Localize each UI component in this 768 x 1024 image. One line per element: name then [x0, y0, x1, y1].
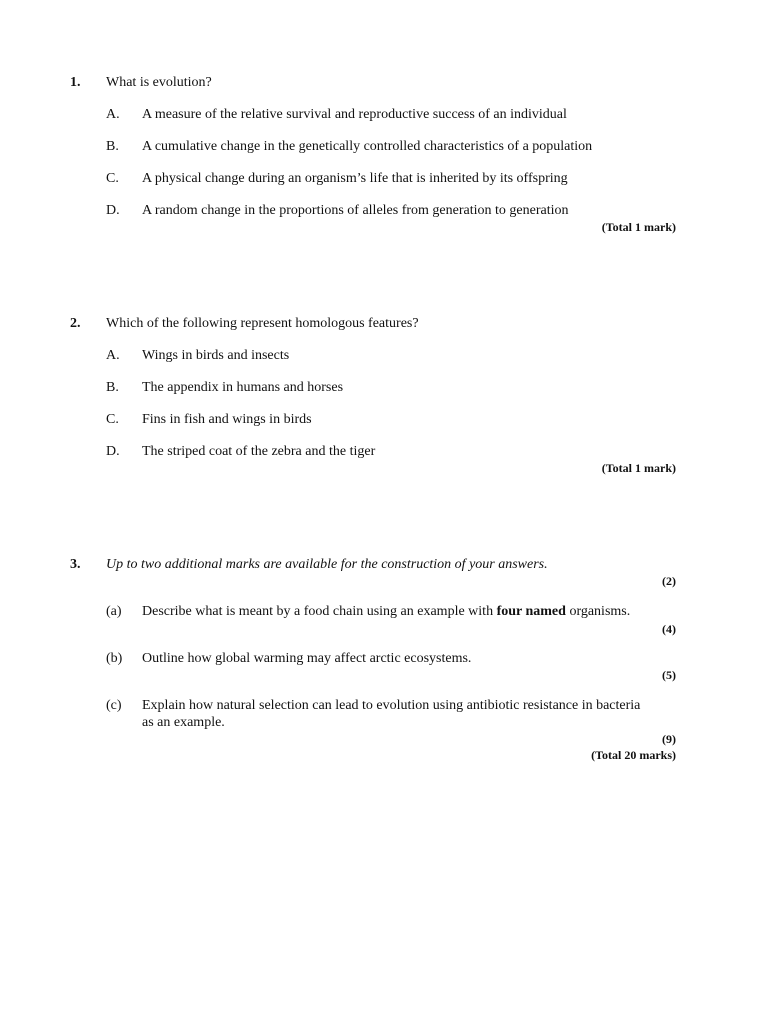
q1-option-b-letter: B.	[106, 139, 119, 154]
q1-option-b-text: A cumulative change in the genetically controlled characteristics of a population	[142, 139, 593, 154]
q3-part-a-text-end: organisms.	[565, 604, 631, 619]
q1-option-c-text: A physical change during an organism’s life that is inherited by its offspring	[142, 171, 568, 186]
q3-part-a-emphasis: four named	[496, 604, 566, 619]
q1-option-c-letter: C.	[106, 171, 119, 186]
question-3-intro: Up to two additional marks are available for the construction of your answers.	[106, 557, 548, 572]
q3-part-c-text: Explain how natural selection can lead to evolution using antibiotic resistance in bacteria as an example.	[142, 698, 641, 730]
q2-option-c-letter: C.	[106, 412, 119, 427]
question-1-number: 1.	[70, 75, 81, 90]
question-2-text: Which of the following represent homologous features?	[106, 316, 419, 331]
q2-option-a-letter: A.	[106, 348, 120, 363]
q1-option-d-letter: D.	[106, 203, 120, 218]
q2-option-d-text: The striped coat of the zebra and the tiger	[142, 444, 376, 459]
q3-total-marks: (Total 20 marks)	[591, 748, 676, 762]
q3-part-c-label: (c)	[106, 698, 122, 713]
q1-option-d-text: A random change in the proportions of alleles from generation to generation	[142, 203, 569, 218]
q1-total-marks: (Total 1 mark)	[601, 220, 676, 234]
q3-part-a-text-start: Describe what is meant by a food chain using an example with	[142, 604, 497, 619]
q1-option-a-letter: A.	[106, 107, 120, 122]
q3-part-b-label: (b)	[106, 651, 123, 666]
q3-part-c-marks: (9)	[662, 732, 676, 746]
q3-part-a-label: (a)	[106, 604, 122, 619]
q2-option-d-letter: D.	[106, 444, 120, 459]
q3-part-a-text	[142, 603, 630, 620]
q2-option-a-text: Wings in birds and insects	[142, 348, 290, 363]
q2-option-b-letter: B.	[106, 380, 119, 395]
q2-option-c-text: Fins in fish and wings in birds	[142, 412, 312, 427]
question-2-number: 2.	[70, 316, 81, 331]
q3-intro-marks: (2)	[662, 574, 676, 588]
question-1-text: What is evolution?	[106, 75, 212, 90]
q3-part-b-marks: (5)	[662, 668, 676, 682]
q2-total-marks: (Total 1 mark)	[601, 461, 676, 475]
q3-part-b-text: Outline how global warming may affect arctic ecosystems.	[142, 651, 472, 666]
question-3-number: 3.	[70, 557, 81, 572]
q2-option-b-text: The appendix in humans and horses	[142, 380, 344, 395]
q3-part-a-marks: (4)	[662, 622, 676, 636]
q1-option-a-text: A measure of the relative survival and reproductive success of an individual	[142, 107, 567, 122]
